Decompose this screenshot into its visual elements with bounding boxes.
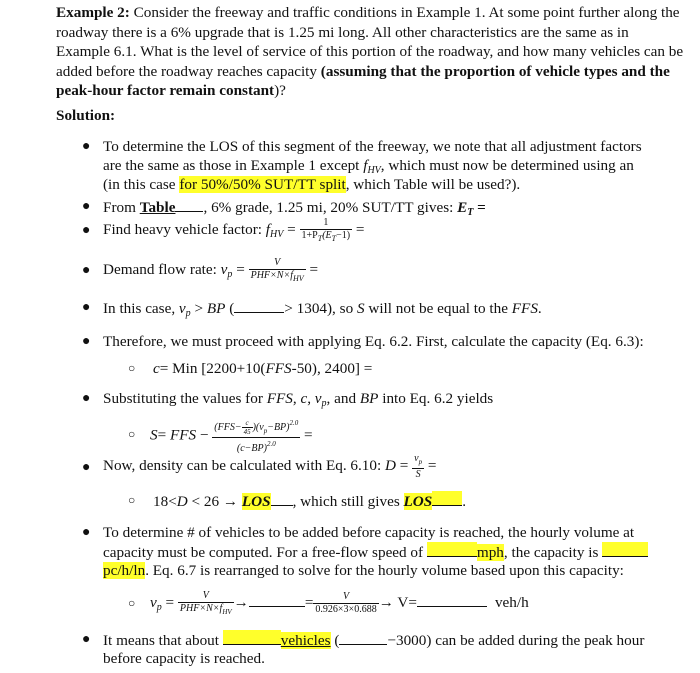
- vp-subscript: p: [227, 269, 233, 280]
- fraction-numerator: [412, 453, 424, 468]
- bullet-icon: ●: [82, 334, 91, 349]
- b1-text3-post: , which Table will be used?).: [345, 176, 521, 193]
- s-fraction: [212, 417, 300, 455]
- vp-fraction: [249, 257, 306, 285]
- d-symbol: D: [385, 457, 396, 474]
- circle-bullet-icon: ○: [128, 596, 136, 610]
- bullet-icon: ●: [82, 632, 91, 647]
- b7-line: [103, 389, 493, 413]
- circle-bullet-icon: ○: [128, 427, 136, 441]
- table-blank[interactable]: [175, 197, 203, 212]
- et-symbol: E: [457, 199, 468, 216]
- d-symbol: D: [176, 493, 188, 510]
- num-sub: p: [418, 457, 423, 466]
- b1-text-post: , which must now be determined using an: [380, 157, 634, 174]
- example-label: Example 2:: [56, 4, 130, 21]
- problem-statement: [56, 3, 686, 101]
- s3-end: .: [462, 493, 467, 510]
- ffs-symbol: FFS: [511, 300, 538, 317]
- bullet-icon: ●: [82, 199, 91, 214]
- paren-open: (: [225, 300, 235, 317]
- b7-text-post: into Eq. 6.2 yields: [378, 390, 494, 407]
- s3-mid: < 26 →: [187, 493, 242, 510]
- equals-tail: =: [300, 426, 313, 444]
- ffs-blank[interactable]: [427, 542, 477, 557]
- b9-line1: To determine # of vehicles to be added before capacity is reached, the hourly volume at: [103, 524, 635, 541]
- equals: =: [161, 594, 178, 611]
- circle-bullet-icon: ○: [128, 361, 136, 375]
- b10-line1: [103, 630, 644, 650]
- b1-text3: (in this case: [103, 176, 180, 193]
- fraction-numerator: 1: [323, 216, 329, 228]
- gt-sign: >: [190, 300, 207, 317]
- b8-text: Now, density can be calculated with Eq. 6.10:: [103, 457, 386, 474]
- b5-text: In this case,: [103, 300, 179, 317]
- equals-2: =: [304, 594, 314, 611]
- fhv-subscript: HV: [270, 229, 284, 240]
- b6-line: Therefore, we must proceed with applying Eq. 6.2. First, calculate the capacity (Eq. 6.3):: [103, 333, 644, 350]
- b4-line: [103, 255, 318, 290]
- b9-text3-post: . Eq. 6.7 is rearranged to solve for the hourly volume based upon this capacity:: [145, 562, 624, 579]
- vp-symbol: v: [314, 390, 322, 407]
- equals-tail: =: [424, 457, 437, 474]
- b5-text-post: > 1304), so: [284, 300, 357, 317]
- fraction-denominator: [300, 229, 353, 245]
- equals: =: [395, 457, 413, 474]
- den-part: PHF×N×f: [250, 269, 293, 281]
- vp-fraction: [178, 590, 234, 618]
- vehicles-label: vehicles: [280, 632, 331, 649]
- comma: ,: [292, 390, 301, 407]
- s-symbol: S: [356, 300, 365, 317]
- s4-line: [150, 587, 529, 624]
- c-symbol: c: [300, 390, 308, 407]
- and-text: , and: [326, 390, 360, 407]
- circle-bullet-icon: ○: [128, 493, 136, 507]
- den-sub: HV: [292, 273, 304, 283]
- b3-text: Find heavy vehicle factor:: [103, 221, 266, 238]
- highlight-split: for 50%/50% SUT/TT split: [179, 176, 346, 193]
- fraction-denominator: [249, 269, 306, 285]
- s3-text-post: , which still gives: [292, 493, 404, 510]
- equals-tail: =: [352, 221, 365, 238]
- fraction-numerator: V: [202, 589, 209, 601]
- pchln-unit: pc/h/ln: [103, 562, 146, 579]
- b5-end: .: [537, 300, 542, 317]
- solution-heading: Solution:: [56, 107, 116, 124]
- s1-line: [153, 359, 372, 378]
- paren-open: (: [330, 632, 340, 649]
- fraction-numerator: V: [343, 591, 350, 603]
- b5-text-post2: will not be equal to the: [364, 300, 512, 317]
- vp-subscript: p: [321, 398, 327, 409]
- bullet-icon: ●: [82, 139, 91, 154]
- s1-text2: -50), 2400] =: [291, 360, 373, 377]
- vp-subscript: p: [185, 308, 191, 319]
- table-label: Table: [139, 199, 176, 216]
- num-part: (FFS−: [214, 422, 242, 433]
- s3-line: [153, 491, 466, 511]
- vp-symbol: v: [220, 261, 228, 278]
- v-fraction: [313, 591, 378, 616]
- den-sub: T: [317, 233, 323, 243]
- num-sub: p: [263, 427, 268, 435]
- bullet-icon: ●: [82, 300, 91, 315]
- b10-line2: before capacity is reached.: [103, 650, 265, 667]
- den-part: (c−BP): [236, 443, 267, 454]
- bullet-icon: ●: [82, 263, 91, 278]
- b10-text: It means that about: [103, 632, 223, 649]
- problem-text: Consider the freeway and traffic conditions in Example 1. At some point further along the roadway there is a 6% upgrade that is 1.25 mi long. All other characteristics are the same as in Example 6.1. What is the level of service of this portion of the roadway, and how many vehicles can be added before the roadway reaches capacity: [56, 4, 684, 80]
- bullet-icon: ●: [82, 223, 91, 238]
- los-blank[interactable]: [271, 491, 293, 506]
- problem-end: )?: [274, 82, 286, 99]
- et-subscript: T: [467, 207, 474, 218]
- vehicles-blank[interactable]: [223, 630, 281, 645]
- s2-line: [150, 417, 313, 455]
- b1-line1: To determine the LOS of this segment of the freeway, we note that all adjustment factors: [103, 138, 642, 155]
- fraction-numerator: V: [274, 256, 281, 268]
- et-equals: =: [473, 199, 486, 216]
- fhv-subscript: HV: [367, 165, 381, 176]
- comma: ,: [307, 390, 315, 407]
- equals: =: [157, 426, 170, 444]
- fhv-symbol: f: [363, 157, 368, 174]
- b1-text: are the same as those in Example 1 except: [103, 157, 364, 174]
- c-den: 45: [243, 428, 251, 437]
- b9-line2: [103, 542, 648, 562]
- den-part: PHF×N×f: [179, 602, 223, 614]
- bp-symbol: BP: [359, 390, 379, 407]
- bullet-icon: ●: [82, 460, 91, 475]
- num-part: v: [414, 452, 419, 464]
- vp-subscript: p: [156, 602, 162, 613]
- b3-line: [103, 215, 364, 250]
- problem-assumption: (assuming that the proportion of vehicle types and the peak-hour factor remain constant: [56, 62, 670, 99]
- b8-line: [103, 451, 436, 481]
- bp-symbol: BP: [206, 300, 226, 317]
- fraction-denominator: S: [412, 468, 424, 481]
- b9-line3: [103, 561, 624, 580]
- fraction-denominator: 0.926×3×0.688: [315, 604, 377, 616]
- hourly-volume-blank[interactable]: [339, 630, 387, 645]
- den-end: −1): [336, 229, 351, 241]
- b4-text: Demand flow rate:: [103, 261, 221, 278]
- minus: −: [196, 426, 213, 444]
- equals: =: [232, 261, 249, 278]
- ffs-symbol: FFS: [266, 390, 293, 407]
- den-exp: 2.0: [266, 440, 276, 448]
- s-symbol: S: [150, 426, 158, 444]
- b9-text: capacity must be computed. For a free-flow speed of: [103, 544, 427, 561]
- b10-text-post: −3000) can be added during the peak hour: [387, 632, 645, 649]
- s3-text: 18<: [153, 493, 177, 510]
- arrow-v-icon: → V=: [378, 594, 417, 611]
- b7-text: Substituting the values for: [103, 390, 267, 407]
- bullet-icon: ●: [82, 525, 91, 540]
- num-end: −BP): [267, 422, 290, 433]
- fraction-numerator: [212, 417, 300, 437]
- den-part: 1+P: [301, 229, 318, 241]
- fhv-symbol: f: [265, 221, 271, 238]
- vp-blank[interactable]: [234, 298, 284, 313]
- fraction-denominator: [178, 602, 234, 618]
- equals-tail: =: [305, 261, 319, 278]
- c-over-45: [242, 419, 253, 436]
- ffs-symbol: FFS: [265, 360, 292, 377]
- d-fraction: [412, 453, 424, 481]
- mph-unit: mph: [476, 544, 504, 561]
- capacity-blank[interactable]: [602, 542, 648, 557]
- den-sub: HV: [222, 607, 232, 616]
- b1-line3: [103, 175, 520, 194]
- los-label-2: LOS: [403, 493, 433, 510]
- volume-blank[interactable]: [417, 592, 487, 607]
- vehh-unit: veh/h: [494, 594, 529, 611]
- bullet-icon: ●: [82, 391, 91, 406]
- vp-value-blank[interactable]: [249, 592, 305, 607]
- b2-text-post: , 6% grade, 1.25 mi, 20% SUT/TT gives:: [203, 199, 458, 216]
- c-symbol: c: [153, 360, 160, 377]
- den-mid: (E: [322, 229, 332, 241]
- vp-symbol: v: [150, 594, 157, 611]
- b2-text: From: [103, 199, 140, 216]
- num-exp: 2.0: [289, 419, 299, 427]
- fhv-fraction: [300, 217, 353, 245]
- los-label: LOS: [241, 493, 271, 510]
- vp-symbol: v: [178, 300, 186, 317]
- ffs-symbol: FFS: [169, 426, 197, 444]
- equals: =: [283, 221, 300, 238]
- num-rest: )(v: [252, 422, 264, 433]
- c-num: c: [245, 419, 249, 428]
- arrow-icon: →: [233, 594, 249, 611]
- b9-text-post: , the capacity is: [503, 544, 603, 561]
- s1-text: = Min [2200+10(: [159, 360, 266, 377]
- los-blank-2[interactable]: [432, 491, 462, 506]
- b5-line: [103, 298, 542, 323]
- den-sub2: T: [331, 233, 337, 243]
